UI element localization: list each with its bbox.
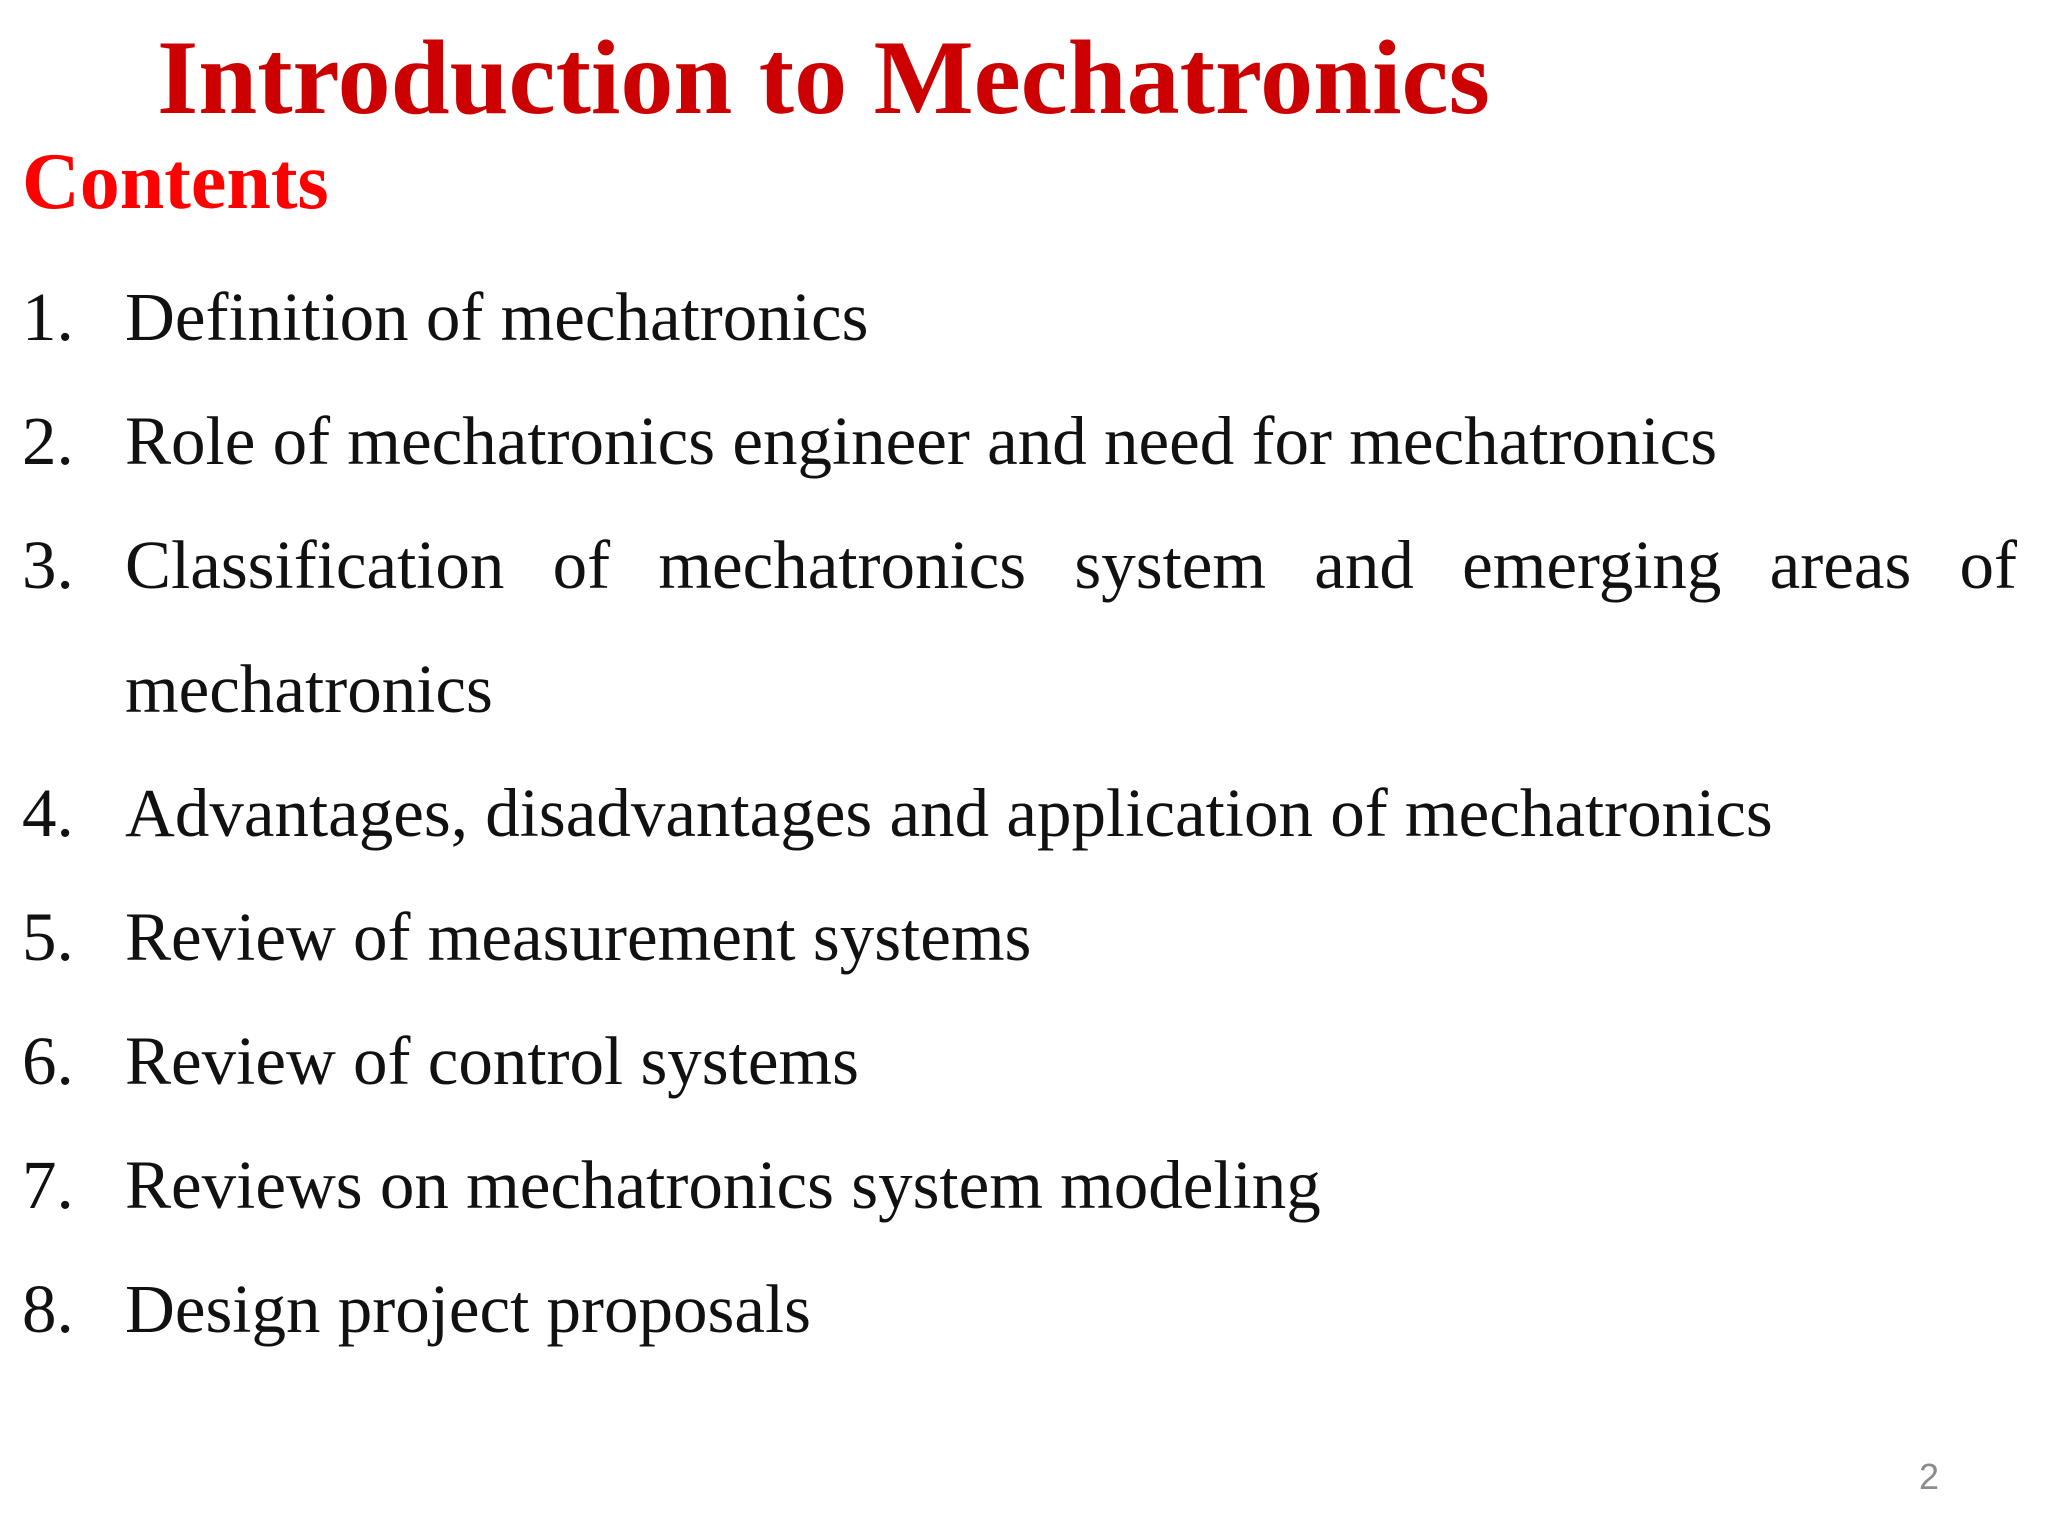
list-item-text: Review of measurement systems: [125, 899, 1032, 975]
list-item-text: Role of mechatronics engineer and need for mechatronics: [125, 403, 1718, 479]
list-item: [22, 1123, 2017, 1247]
list-item: [22, 379, 2017, 503]
list-item-number: 4.: [22, 775, 74, 851]
list-item-number: 2.: [22, 403, 74, 479]
list-item-number: 3.: [22, 527, 74, 603]
page-number: 2: [1919, 1456, 1940, 1497]
list-item: [22, 999, 2017, 1123]
list-item-text: Classification of mechatronics system and emerging areas of mechatronics: [125, 527, 2017, 727]
slide-title: Introduction to Mechatronics: [157, 19, 1490, 136]
list-item: [22, 751, 2017, 875]
list-item-number: 6.: [22, 1023, 74, 1099]
list-item-number: 5.: [22, 899, 74, 975]
list-item-text: Design project proposals: [125, 1271, 812, 1347]
list-item-text: Definition of mechatronics: [125, 279, 869, 355]
list-item-number: 1.: [22, 279, 74, 355]
contents-heading: Contents: [22, 138, 329, 226]
list-item-text: Review of control systems: [125, 1023, 859, 1099]
list-item: [22, 503, 2017, 751]
list-item-text: Advantages, disadvantages and application of mechatronics: [125, 775, 1773, 851]
list-item-number: 7.: [22, 1147, 74, 1223]
contents-list: [22, 255, 2017, 1371]
list-item: [22, 1247, 2017, 1371]
list-item: [22, 255, 2017, 379]
list-item-number: 8.: [22, 1271, 74, 1347]
list-item-text: Reviews on mechatronics system modeling: [125, 1147, 1321, 1223]
list-item: [22, 875, 2017, 999]
